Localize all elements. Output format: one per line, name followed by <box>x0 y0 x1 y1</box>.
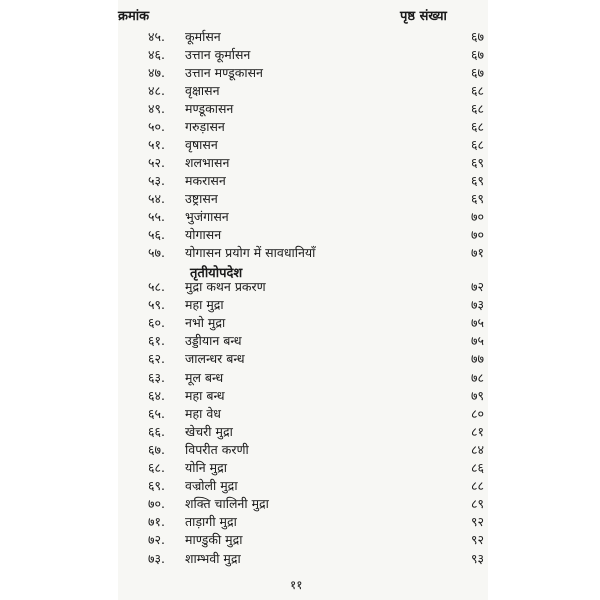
entry-title: उड्डीयान बन्ध <box>185 333 242 349</box>
entry-title: मकरासन <box>185 173 226 188</box>
entry-page: ६८ <box>470 101 484 116</box>
entry-title: मुद्रा कथन प्रकरण <box>185 279 266 294</box>
entry-title: भुजंगासन <box>185 209 229 224</box>
serial-number: ६२. <box>148 351 165 367</box>
entry-page: ६८ <box>470 83 484 98</box>
entry-title: ताड़ागी मुद्रा <box>185 514 237 530</box>
entry-title: योगासन प्रयोग में सावधानियाँ <box>185 245 316 260</box>
entry-page: ७७ <box>470 351 484 367</box>
entry-title: जालन्धर बन्ध <box>185 351 245 367</box>
entry-title: शलभासन <box>185 155 230 170</box>
entry-title: उत्तान मण्डूकासन <box>185 65 263 80</box>
serial-number: ६३. <box>148 369 165 385</box>
entry-page: ६९ <box>470 155 484 170</box>
entry-page: ८६ <box>470 460 484 475</box>
entry-page: ७५ <box>470 333 484 349</box>
book-page <box>118 0 488 600</box>
entry-title: योनि मुद्रा <box>185 460 227 475</box>
entry-page: ६७ <box>470 29 484 44</box>
serial-number: ५९. <box>148 297 165 313</box>
section-heading: तृतीयोपदेश <box>190 266 243 281</box>
page-column-header: पृष्ठ संख्या <box>400 9 447 24</box>
entry-page: ८८ <box>470 478 484 494</box>
serial-number: ६६. <box>148 423 165 439</box>
serial-number: ५७. <box>148 245 165 260</box>
entry-page: ६८ <box>470 119 484 134</box>
serial-number: ७१. <box>148 514 165 530</box>
serial-number: ५४. <box>148 191 165 206</box>
serial-number: ४५. <box>148 29 165 44</box>
entry-title: शक्ति चालिनी मुद्रा <box>185 496 269 512</box>
entry-page: ९३ <box>470 550 484 566</box>
entry-title: महा बन्ध <box>185 387 225 403</box>
serial-number: ६०. <box>148 315 165 331</box>
entry-page: ६८ <box>470 137 484 152</box>
serial-number: ४६. <box>148 47 165 62</box>
entry-title: वज्रोली मुद्रा <box>185 478 238 494</box>
entry-page: ७२ <box>470 279 484 294</box>
serial-number: ६१. <box>148 333 165 349</box>
entry-page: ८० <box>470 405 484 421</box>
entry-page: ९२ <box>470 514 484 530</box>
entry-title: नभो मुद्रा <box>185 315 226 331</box>
serial-number: ४७. <box>148 65 165 80</box>
entry-title: मूल बन्ध <box>185 369 224 385</box>
entry-title: शाम्भवी मुद्रा <box>185 550 241 566</box>
entry-page: ७५ <box>470 315 484 331</box>
entry-page: ६७ <box>470 47 484 62</box>
serial-number: ६८. <box>148 460 165 475</box>
serial-number: ७२. <box>148 532 165 548</box>
entry-title: गरुड़ासन <box>185 119 225 134</box>
entry-page: ८९ <box>470 496 484 512</box>
entry-page: ७३ <box>470 297 484 313</box>
serial-number: ६५. <box>148 405 165 421</box>
serial-number: ५२. <box>148 155 165 170</box>
entry-title: महा मुद्रा <box>185 297 224 313</box>
entry-page: ७९ <box>470 387 484 403</box>
serial-number: ६४. <box>148 387 165 403</box>
serial-number: ५०. <box>148 119 165 134</box>
page-number: ११ <box>290 578 303 592</box>
serial-number: ५१. <box>148 137 165 152</box>
serial-number: ५३. <box>148 173 165 188</box>
entry-title: विपरीत करणी <box>185 441 249 457</box>
entry-title: योगासन <box>185 227 222 242</box>
serial-number: ५६. <box>148 227 165 242</box>
entry-page: ९२ <box>470 532 484 548</box>
entry-title: उष्ट्रासन <box>185 191 218 206</box>
serial-number: ६९. <box>148 478 165 494</box>
entry-title: खेचरी मुद्रा <box>185 423 233 439</box>
entry-page: ७८ <box>470 369 484 385</box>
entry-page: ८१ <box>470 423 484 439</box>
entry-page: ७० <box>470 227 484 242</box>
entry-title: माण्डुकी मुद्रा <box>185 532 243 548</box>
entry-page: ८४ <box>470 441 484 457</box>
entry-page: ६७ <box>470 65 484 80</box>
entry-title: महा वेध <box>185 405 221 421</box>
entry-title: वृक्षासन <box>185 83 220 98</box>
serial-number: ४८. <box>148 83 165 98</box>
entry-title: मण्डूकासन <box>185 101 234 116</box>
serial-column-header: क्रमांक <box>118 9 150 24</box>
entry-title: कूर्मासन <box>185 29 221 44</box>
entry-page: ६९ <box>470 173 484 188</box>
serial-number: ७०. <box>148 496 165 512</box>
entry-page: ७१ <box>470 245 484 260</box>
entry-title: वृषासन <box>185 137 218 152</box>
entry-title: उत्तान कूर्मासन <box>185 47 251 62</box>
serial-number: ५८. <box>148 279 165 294</box>
entry-page: ७० <box>470 209 484 224</box>
serial-number: ६७. <box>148 441 165 457</box>
serial-number: ५५. <box>148 209 165 224</box>
entry-page: ६९ <box>470 191 484 206</box>
serial-number: ४९. <box>148 101 165 116</box>
serial-number: ७३. <box>148 550 165 566</box>
